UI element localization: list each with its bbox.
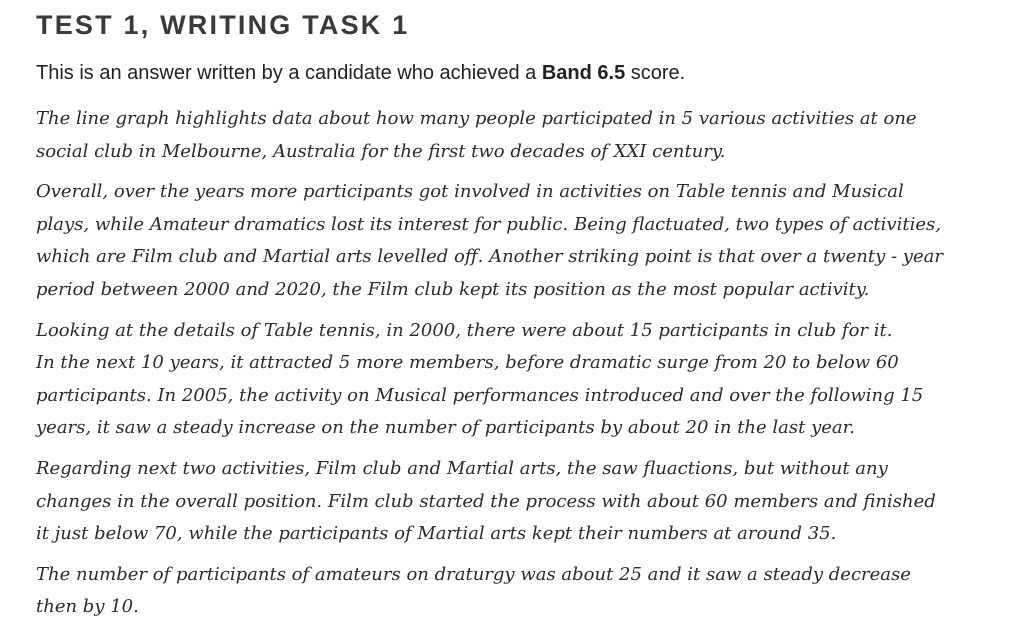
essay-line: plays, while Amateur dramatics lost its interest for public. Being flactuated, two types of activities, (36, 213, 941, 235)
essay-line: period between 2000 and 2020, the Film club kept its position as the most popular activity. (36, 278, 870, 300)
intro-text-end: score. (625, 62, 686, 84)
essay-line: The line graph highlights data about how many people participated in 5 various activities at one (36, 108, 917, 129)
essay-line: social club in Melbourne, Australia for the first two decades of XXI century. (36, 140, 726, 162)
intro-text (36, 62, 685, 85)
essay-line: Regarding next two activities, Film club and Martial arts, the saw fluactions, but without any (36, 457, 888, 479)
essay-line: then by 10. (36, 596, 139, 618)
essay-paragraph-4 (36, 453, 991, 551)
essay-line: years, it saw a steady increase on the number of participants by about 20 in the last year. (36, 417, 855, 439)
essay-line: Looking at the details of Table tennis, in 2000, there were about 15 participants in club for it. (36, 319, 893, 341)
band-score: Band 6.5 (541, 62, 626, 84)
essay-line: Overall, over the years more participants got involved in activities on Table tennis and Musical (36, 181, 904, 203)
essay-paragraph-3 (36, 315, 991, 445)
essay-line: The number of participants of amateurs on draturgy was about 25 and it saw a steady decrease (36, 563, 911, 585)
essay-line: In the next 10 years, it attracted 5 more members, before dramatic surge from 20 to below 60 (36, 352, 899, 374)
essay-line: changes in the overall position. Film club started the process with about 60 members and finished (36, 490, 936, 512)
essay-paragraph-1 (36, 103, 991, 168)
essay-line: it just below 70, while the participants of Martial arts kept their numbers at around 35. (36, 523, 837, 545)
essay-line: participants. In 2005, the activity on Musical performances introduced and over the following 15 (36, 384, 924, 406)
intro-text-start: This is an answer written by a candidate who achieved a (36, 62, 542, 84)
handwritten-essay (36, 103, 991, 632)
essay-paragraph-2 (36, 176, 991, 306)
essay-paragraph-5 (36, 559, 991, 624)
page-title: TEST 1, WRITING TASK 1 (36, 10, 410, 40)
essay-line: which are Film club and Martial arts levelled off. Another striking point is that over a twenty - year (36, 246, 943, 268)
